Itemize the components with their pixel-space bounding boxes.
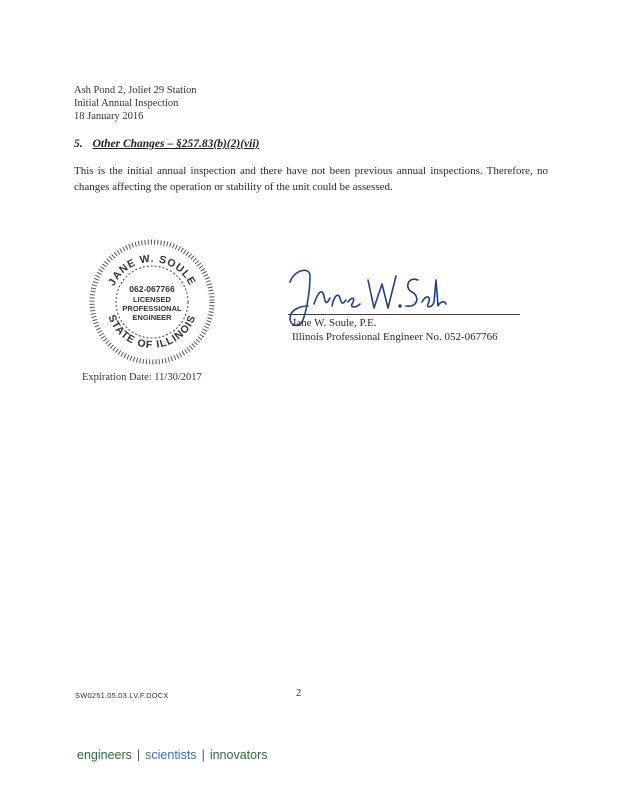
seal-state: STATE OF ILLINOIS (105, 313, 199, 352)
header-report-type: Initial Annual Inspection (74, 98, 179, 109)
section-title: Other Changes – §257.83(b)(2)(vii) (92, 138, 260, 150)
header-date: 18 January 2016 (74, 111, 144, 122)
tagline-innovators: innovators (209, 748, 268, 762)
document-header (74, 84, 197, 123)
tagline-separator: | (201, 748, 205, 762)
header-project: Ash Pond 2, Joliet 29 Station (74, 85, 197, 96)
tagline-engineers: engineers (77, 748, 132, 762)
page-number: 2 (296, 688, 302, 699)
tagline-scientists: scientists (145, 748, 197, 762)
seal-line-professional: PROFESSIONAL (122, 304, 182, 313)
section-number: 5. (74, 138, 83, 150)
signer-block (292, 316, 498, 344)
expiration-date: Expiration Date: 11/30/2017 (82, 372, 202, 383)
seal-line-engineer: ENGINEER (132, 313, 172, 322)
seal-line-licensed: LICENSED (133, 295, 171, 304)
engineer-seal (88, 238, 216, 366)
footer-filename: SW0251.05.03.LV.F.DOCX (75, 691, 169, 700)
seal-license-number: 062-067766 (129, 284, 175, 294)
signer-name: Jane W. Soule, P.E. (292, 317, 377, 329)
section-body: This is the initial annual inspection and there have not been previous annual inspections. Therefore, no changes affecting the operation or stability of the unit could be assessed. (74, 165, 548, 193)
tagline-separator: | (136, 748, 141, 762)
section-heading (74, 138, 259, 150)
signer-title: Illinois Professional Engineer No. 052-067766 (292, 331, 498, 343)
seal-name: JANE W. SOULE (105, 252, 199, 288)
signature-line (288, 314, 520, 315)
company-tagline (77, 748, 268, 762)
